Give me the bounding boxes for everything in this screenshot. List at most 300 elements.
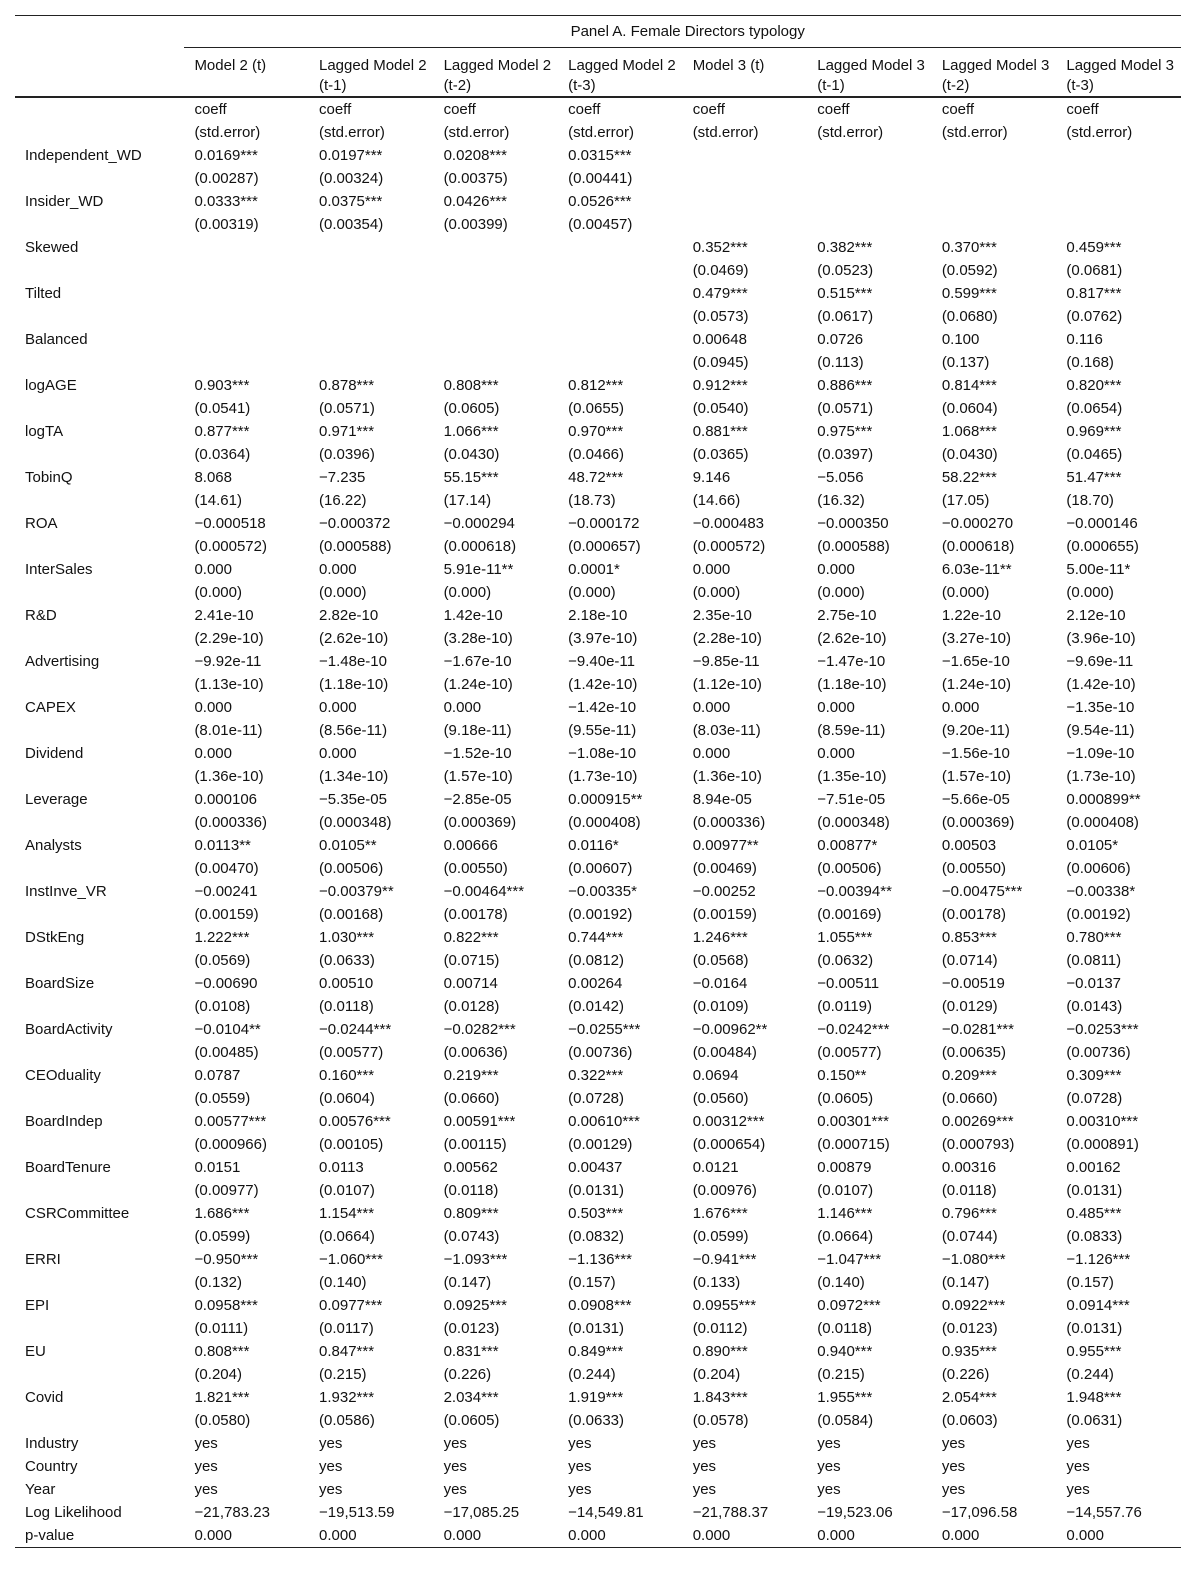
table-cell: (18.73) [568,492,616,509]
table-cell: 1.146*** [817,1205,873,1222]
row-label [15,1409,184,1432]
table-cell: (0.0832) [568,1228,624,1245]
table-cell: −1.047*** [817,1251,882,1268]
table-cell: (0.0605) [817,1090,874,1107]
table-cell: (0.0603) [941,1412,998,1429]
table-cell: (1.24e-10) [941,676,1012,693]
table-cell: (0.0617) [817,308,874,325]
table-cell: (0.00399) [443,216,508,233]
table-cell: 0.459*** [1066,239,1122,256]
table-cell: 0.971*** [319,423,375,440]
table-cell: (8.56e-11) [319,722,388,739]
stderr-label: (std.error) [568,124,634,141]
table-cell: (0.0604) [319,1090,375,1107]
table-cell: 2.12e-10 [1066,607,1126,624]
table-cell: (9.18e-11) [443,722,512,739]
table-cell: 0.878*** [319,377,375,394]
footer-row [15,1501,1181,1524]
table-cell: (0.0112) [692,1320,748,1337]
table-cell: −7.235 [319,469,366,486]
table-cell: −0.0282*** [443,1021,516,1038]
table-cell: (0.00178) [443,906,508,923]
table-cell: 0.219*** [443,1067,499,1084]
table-cell: −1.65e-10 [941,653,1010,670]
table-cell: 0.00666 [443,837,498,854]
table-cell: (0.0118) [443,1182,499,1199]
coeff-label: coeff [692,101,725,118]
table-cell: 0.970*** [568,423,624,440]
table-cell: 0.00576*** [319,1113,391,1130]
table-cell: 0.0958*** [194,1297,258,1314]
stderr-label-row [15,121,1181,144]
table-cell: 0.000 [309,1524,434,1548]
table-cell: (1.36e-10) [692,768,762,785]
table-cell: −1.09e-10 [1066,745,1135,762]
table-cell [184,328,309,351]
table-cell: (1.34e-10) [319,768,389,785]
table-cell: (0.0119) [817,998,873,1015]
table-cell: (0.244) [1066,1366,1114,1383]
table-cell [184,351,309,374]
table-cell: 5.00e-11* [1066,561,1131,578]
table-cell: 0.975*** [817,423,873,440]
table-cell: 0.00162 [1066,1159,1121,1176]
coefficient-row [15,742,1181,765]
stderr-label: (std.error) [817,124,884,141]
table-cell [683,213,808,236]
table-cell: yes [941,1435,966,1452]
column-header: Lagged Model 3 (t-3) [1056,48,1181,98]
table-cell: −5.66e-05 [941,791,1010,808]
table-cell: (1.24e-10) [443,676,513,693]
table-cell: −0.00335* [568,883,637,900]
table-cell: (0.00977) [194,1182,259,1199]
table-cell: (0.00736) [568,1044,633,1061]
table-cell: (0.0664) [817,1228,874,1245]
row-label [15,673,184,696]
row-label [15,995,184,1018]
table-cell: 0.0375*** [319,193,383,210]
table-cell: (0.157) [1066,1274,1114,1291]
table-cell: (0.133) [692,1274,741,1291]
table-cell: 0.485*** [1066,1205,1122,1222]
stderr-row [15,1133,1181,1156]
table-cell: (0.0123) [443,1320,500,1337]
row-label: Skewed [25,239,79,256]
coefficient-row [15,696,1181,719]
table-cell: (8.01e-11) [194,722,263,739]
coeff-label-row [15,97,1181,121]
coefficient-row [15,1294,1181,1317]
table-cell: (0.0833) [1066,1228,1123,1245]
table-cell: −1.47e-10 [817,653,886,670]
table-cell: (0.226) [443,1366,492,1383]
row-label: p-value [15,1524,184,1548]
stderr-label: (std.error) [443,124,510,141]
table-cell: (0.00354) [319,216,384,233]
table-cell: (3.97e-10) [568,630,638,647]
table-cell [558,305,683,328]
row-label [15,121,184,144]
table-cell: −2.85e-05 [443,791,512,808]
table-cell: (0.137) [941,354,990,371]
table-cell: 2.18e-10 [568,607,628,624]
table-cell: (8.03e-11) [692,722,761,739]
table-cell: 0.849*** [568,1343,624,1360]
table-cell: (0.0118) [817,1320,873,1337]
table-cell: (0.0466) [568,446,624,463]
table-cell: 0.000 [817,745,855,762]
table-cell: 0.0113** [194,837,251,854]
table-cell: (1.13e-10) [194,676,264,693]
stderr-row [15,397,1181,420]
table-cell: (0.0664) [319,1228,375,1245]
table-cell: (0.0469) [692,262,749,279]
table-cell [558,259,683,282]
table-cell: (0.00319) [194,216,259,233]
row-label: Leverage [25,791,88,808]
table-cell: 0.00562 [443,1159,498,1176]
stderr-row [15,811,1181,834]
row-label [15,857,184,880]
table-cell: (0.00469) [692,860,757,877]
table-cell: (0.0559) [194,1090,251,1107]
table-cell: (0.000657) [568,538,641,555]
table-cell: yes [319,1435,343,1452]
table-cell: (0.00484) [692,1044,757,1061]
row-label: EU [25,1343,46,1360]
table-cell: (0.00506) [319,860,384,877]
table-cell: yes [443,1458,467,1475]
table-cell: (0.000) [1066,584,1114,601]
table-cell: (0.00375) [443,170,508,187]
table-cell [932,167,1057,190]
row-label: Country [25,1458,78,1475]
stderr-row [15,581,1181,604]
table-cell: −1.52e-10 [443,745,512,762]
table-cell [184,305,309,328]
table-cell: (3.27e-10) [941,630,1012,647]
table-cell: −0.000294 [443,515,515,532]
table-cell: (0.0604) [941,400,998,417]
row-label: InstInve_VR [25,883,107,900]
table-cell: 0.820*** [1066,377,1122,394]
table-cell: (0.0605) [443,1412,500,1429]
table-cell: −0.00464*** [443,883,525,900]
table-cell: −19,513.59 [319,1504,395,1521]
coefficient-row [15,650,1181,673]
table-cell: (0.00577) [319,1044,384,1061]
table-cell: (0.00105) [319,1136,384,1153]
table-cell: 0.0333*** [194,193,258,210]
table-cell: (0.0573) [692,308,749,325]
table-cell: −1.080*** [941,1251,1006,1268]
row-label [15,351,184,374]
table-cell: (0.0143) [1066,998,1123,1015]
table-cell: 0.831*** [443,1343,499,1360]
table-cell: (0.0571) [817,400,874,417]
table-cell: 0.352*** [692,239,748,256]
row-label: TobinQ [25,469,73,486]
table-cell: (1.36e-10) [194,768,264,785]
table-cell: −0.0104** [194,1021,261,1038]
table-cell: (1.42e-10) [568,676,638,693]
row-label [15,581,184,604]
table-cell: (0.0660) [941,1090,998,1107]
row-label [15,1179,184,1202]
table-cell: yes [692,1435,717,1452]
row-label: BoardSize [25,975,95,992]
table-cell: 0.0426*** [443,193,507,210]
table-cell: 0.890*** [692,1343,748,1360]
table-cell: 0.847*** [319,1343,375,1360]
table-cell: 0.744*** [568,929,624,946]
table-cell: (0.0129) [941,998,998,1015]
table-cell: (0.0632) [817,952,874,969]
coefficient-row [15,328,1181,351]
table-cell: (14.66) [692,492,741,509]
table-cell: −9.69e-11 [1066,653,1134,670]
table-cell: 0.000 [194,745,232,762]
table-cell: (0.0131) [1066,1182,1123,1199]
table-cell: −0.000350 [817,515,889,532]
stderr-row [15,949,1181,972]
coefficient-row [15,1018,1181,1041]
table-cell [309,282,434,305]
table-cell: (0.147) [941,1274,990,1291]
table-cell: 0.309*** [1066,1067,1122,1084]
table-cell: 6.03e-11** [941,561,1012,578]
table-cell: 0.809*** [443,1205,499,1222]
table-cell: −0.000518 [194,515,266,532]
table-cell: (0.0654) [1066,400,1123,417]
table-cell: 0.0972*** [817,1297,881,1314]
table-cell: (0.0578) [692,1412,749,1429]
table-cell: −1.67e-10 [443,653,512,670]
table-cell [932,190,1057,213]
table-cell: (0.204) [194,1366,242,1383]
table-cell: 0.00316 [941,1159,997,1176]
table-cell [807,167,932,190]
table-cell: (0.0107) [319,1182,375,1199]
table-cell: 48.72*** [568,469,624,486]
table-cell: 0.370*** [941,239,997,256]
table-cell: (1.12e-10) [692,676,762,693]
table-cell: (9.55e-11) [568,722,637,739]
row-label [15,443,184,466]
row-label [15,535,184,558]
table-cell: (1.57e-10) [443,768,513,785]
table-cell: (0.000715) [817,1136,890,1153]
table-cell: (0.0728) [568,1090,624,1107]
table-cell: (0.140) [319,1274,367,1291]
table-cell: (0.000336) [194,814,267,831]
row-label: EPI [25,1297,50,1314]
table-cell: 1.068*** [941,423,997,440]
table-cell: (0.0715) [443,952,500,969]
table-cell: 1.948*** [1066,1389,1122,1406]
table-cell: (3.28e-10) [443,630,513,647]
table-cell: (1.73e-10) [1066,768,1136,785]
table-cell: (0.0540) [692,400,749,417]
row-label [15,627,184,650]
row-label: Advertising [25,653,100,670]
stderr-label: (std.error) [319,124,385,141]
table-cell: (0.00178) [941,906,1007,923]
table-cell: (3.96e-10) [1066,630,1136,647]
table-cell: (0.00192) [1066,906,1131,923]
table-cell: (0.0465) [1066,446,1123,463]
table-cell: (0.0142) [568,998,624,1015]
table-cell [1056,144,1181,167]
row-label: Balanced [25,331,88,348]
table-cell: (17.05) [941,492,990,509]
table-cell: (0.000348) [319,814,392,831]
row-label [15,949,184,972]
table-cell: 0.940*** [817,1343,873,1360]
table-cell: 0.0908*** [568,1297,632,1314]
table-cell: 0.000 [319,699,357,716]
table-cell: 1.055*** [817,929,873,946]
stderr-row [15,1087,1181,1110]
table-cell: −1.48e-10 [319,653,387,670]
table-cell: (0.0945) [692,354,749,371]
table-cell [558,328,683,351]
table-cell: (1.42e-10) [1066,676,1136,693]
table-cell: 0.0315*** [568,147,632,164]
table-cell: −1.35e-10 [1066,699,1135,716]
table-cell: (18.70) [1066,492,1114,509]
table-cell: (0.00636) [443,1044,508,1061]
table-cell: 0.000 [683,1524,808,1548]
row-label [15,1271,184,1294]
table-cell: (0.0569) [194,952,251,969]
table-cell: −9.85e-11 [692,653,760,670]
stderr-row [15,627,1181,650]
table-cell: 0.0955*** [692,1297,757,1314]
table-cell: (16.32) [817,492,865,509]
table-cell: 1.676*** [692,1205,748,1222]
table-cell: −0.00252 [692,883,756,900]
table-cell: (0.000654) [692,1136,766,1153]
coeff-label: coeff [319,101,352,118]
row-label: CEOduality [25,1067,101,1084]
table-cell: 0.000 [558,1524,683,1548]
table-cell: (0.00169) [817,906,882,923]
table-cell: 1.821*** [194,1389,250,1406]
coefficient-row [15,926,1181,949]
table-cell: 1.246*** [692,929,748,946]
table-cell: (0.0812) [568,952,624,969]
coefficient-row [15,236,1181,259]
table-cell: 1.154*** [319,1205,375,1222]
table-cell: 5.91e-11** [443,561,514,578]
panel-title-row [15,16,1181,48]
table-cell: 0.00977** [692,837,759,854]
table-cell: yes [319,1458,343,1475]
table-cell [1056,167,1181,190]
table-cell: yes [692,1481,717,1498]
coefficient-row [15,1340,1181,1363]
table-cell: yes [692,1458,717,1475]
table-cell: 0.0121 [692,1159,739,1176]
coefficient-row [15,282,1181,305]
table-cell: (0.00606) [1066,860,1131,877]
stderr-row [15,719,1181,742]
column-header-row [15,48,1181,98]
table-cell: (0.00607) [568,860,633,877]
table-cell: 0.116 [1066,331,1103,348]
table-cell: 0.903*** [194,377,250,394]
table-cell: (0.000588) [319,538,392,555]
table-cell: (9.54e-11) [1066,722,1135,739]
row-label: DStkEng [25,929,85,946]
table-cell: (0.0605) [443,400,500,417]
row-label [15,397,184,420]
coefficient-row [15,1202,1181,1225]
table-cell: 0.0197*** [319,147,383,164]
table-cell: (0.000) [194,584,242,601]
coefficient-row [15,1110,1181,1133]
stderr-label: (std.error) [941,124,1008,141]
table-cell: 0.000 [807,1524,932,1548]
corner-cell [15,16,184,48]
table-cell: 0.000 [194,561,232,578]
table-cell: yes [568,1435,592,1452]
row-label: Dividend [25,745,84,762]
table-cell: (0.000618) [443,538,517,555]
table-cell: −1.060*** [319,1251,383,1268]
table-cell: −0.0164 [692,975,748,992]
table-cell: (0.0744) [941,1228,998,1245]
table-cell: 0.100 [941,331,980,348]
table-cell: yes [568,1458,592,1475]
table-cell: −0.00338* [1066,883,1136,900]
table-cell: 0.00437 [568,1159,623,1176]
table-cell [932,213,1057,236]
table-cell: (0.0568) [692,952,749,969]
table-cell: −0.00962** [692,1021,768,1038]
row-label [15,719,184,742]
stderr-row [15,903,1181,926]
coefficient-row [15,604,1181,627]
table-cell: yes [443,1435,467,1452]
table-cell: 0.000 [434,1524,559,1548]
table-cell: 1.955*** [817,1389,873,1406]
table-cell: (0.0397) [817,446,874,463]
stderr-row [15,1271,1181,1294]
row-label: logTA [25,423,64,440]
row-label: InterSales [25,561,93,578]
table-cell: −0.00511 [817,975,880,992]
table-cell: −21,783.23 [194,1504,270,1521]
table-cell: −1.56e-10 [941,745,1010,762]
table-cell: 0.853*** [941,929,997,946]
table-cell: (16.22) [319,492,367,509]
row-label [15,903,184,926]
table-cell: (0.0660) [443,1090,500,1107]
table-cell: 0.0914*** [1066,1297,1130,1314]
coeff-label: coeff [568,101,601,118]
table-cell: (0.0396) [319,446,375,463]
stderr-row [15,857,1181,880]
table-cell: (0.000655) [1066,538,1139,555]
table-cell: 0.00310*** [1066,1113,1139,1130]
table-cell: 0.000 [817,561,855,578]
table-cell: 0.000 [319,561,357,578]
table-cell: (0.0571) [319,400,375,417]
table-cell: 0.000 [1056,1524,1181,1548]
